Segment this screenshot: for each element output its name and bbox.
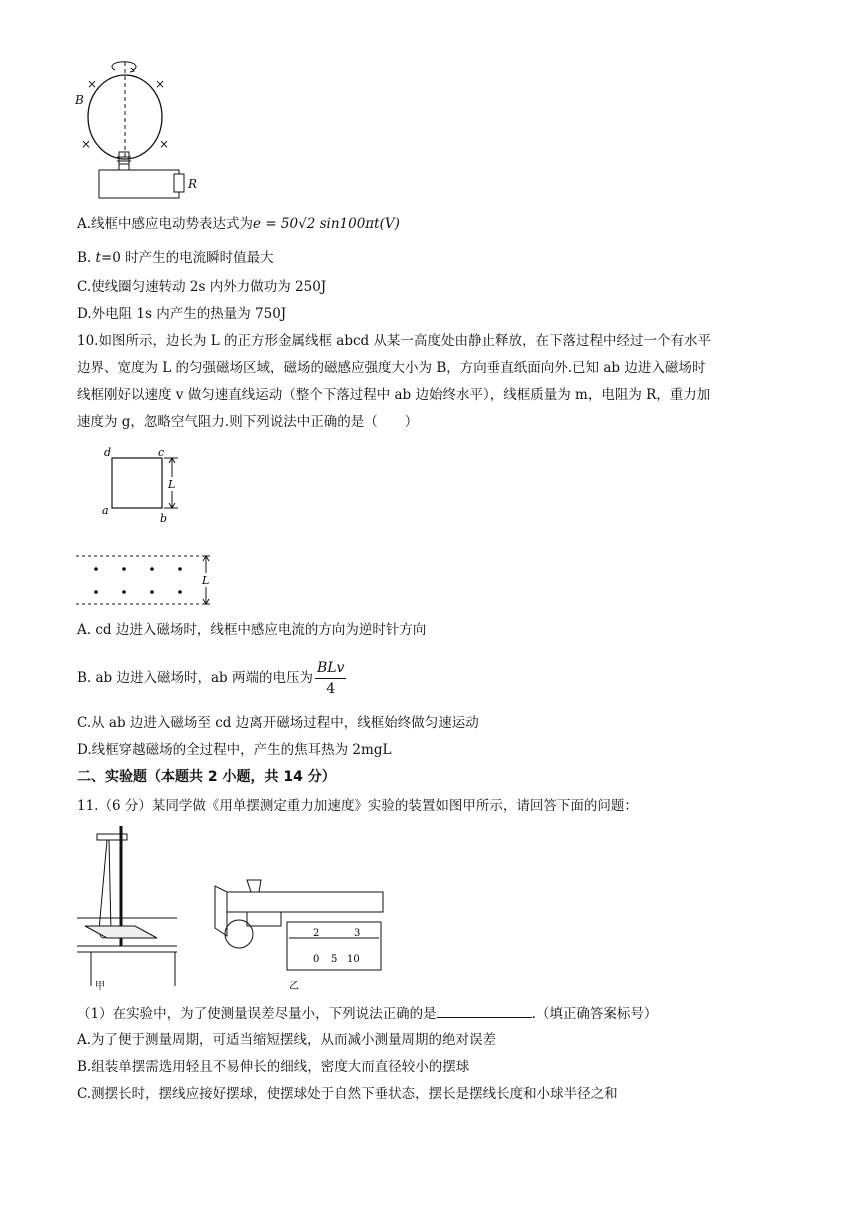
- vertex-c: c: [158, 446, 165, 459]
- q11-option-a: A.为了便于测量周期，可适当缩短摆线，从而减小测量周期的绝对误差: [77, 1032, 497, 1048]
- q10-option-b: B. ab 边进入磁场时，ab 两端的电压为 $\frac{\text{BLv}}{4}$: [77, 660, 345, 697]
- vertex-a: a: [102, 504, 109, 517]
- q11-stem: 11.（6 分）某同学做《用单摆测定重力加速度》实验的装置如图甲所示，请回答下面的问题：: [77, 798, 638, 814]
- q10-option-d: D.线框穿越磁场的全过程中，产生的焦耳热为 2mgL: [77, 742, 392, 758]
- q10-stem-line-1: 10.如图所示，边长为 L 的正方形金属线框 abcd 从某一高度处由静止释放，在下落过程中经过一个有水平: [77, 333, 711, 349]
- resistor-label-R: R: [188, 177, 198, 191]
- vernier-0: 0: [313, 954, 320, 965]
- vertex-b: b: [160, 512, 168, 525]
- answer-blank[interactable]: [437, 1003, 532, 1018]
- frame-field-figure: [74, 444, 219, 610]
- vernier-10: 10: [347, 954, 360, 965]
- main-scale-3: 3: [354, 928, 361, 939]
- section-title: 二、实验题（本题共 2 小题，共 14 分）: [77, 769, 336, 785]
- q10-option-c: C.从 ab 边进入磁场至 cd 边离开磁场过程中，线框始终做匀速运动: [77, 715, 479, 731]
- field-width-L: L: [202, 574, 210, 587]
- q10-stem-line-4: 速度为 g，忽略空气阻力.则下列说法中正确的是（ ）: [77, 414, 419, 430]
- q10-option-a: A. cd 边进入磁场时，线框中感应电流的方向为逆时针方向: [77, 622, 427, 638]
- main-scale-2: 2: [313, 928, 320, 939]
- label-jia: 甲: [95, 981, 105, 992]
- q10-stem-line-2: 边界、宽度为 L 的匀强磁场区域，磁场的磁感应强度大小为 B，方向垂直纸面向外.已知 ab 边进入磁场时: [77, 360, 706, 376]
- label-yi: 乙: [289, 981, 299, 992]
- svg-text:×: ×: [81, 137, 92, 151]
- q10-stem-line-3: 线框刚好以速度 v 做匀速直线运动（整个下落过程中 ab 边始终水平），线框质量为 m，电阻为 R，重力加: [77, 387, 711, 403]
- vertex-d: d: [104, 446, 112, 459]
- svg-text:×: ×: [87, 77, 98, 91]
- q9-option-d: D.外电阻 1s 内产生的热量为 750J: [77, 306, 287, 322]
- vernier-5: 5: [331, 954, 338, 965]
- q9-option-a: A.线框中感应电动势表达式为e = 50√2 sin100πt(V): [77, 216, 400, 232]
- pendulum-caliper-figure: [77, 824, 387, 994]
- voltage-fraction: $\frac{\text{BLv}}{4}$: [316, 660, 345, 697]
- q11-option-c: C.测摆长时，摆线应接好摆球，使摆球处于自然下垂状态，摆长是摆线长度和小球半径之和: [77, 1086, 618, 1102]
- q9-option-c: C.使线圈匀速转动 2s 内外力做功为 250J: [77, 279, 327, 295]
- q11-option-b: B.组装单摆需选用轻且不易伸长的细线，密度大而直径较小的摆球: [77, 1059, 470, 1075]
- emf-formula: e = 50√2 sin100πt(V): [253, 216, 400, 232]
- coil-generator-figure: [77, 62, 207, 202]
- field-label-B: B: [75, 93, 84, 107]
- svg-text:×: ×: [155, 77, 166, 91]
- q9-option-b: B. t=0 时产生的电流瞬时值最大: [77, 250, 274, 266]
- svg-text:×: ×: [159, 137, 170, 151]
- q11-sub1: （1）在实验中，为了使测量误差尽量小，下列说法正确的是 .（填正确答案标号）: [77, 1003, 657, 1024]
- frame-side-L: L: [168, 478, 176, 491]
